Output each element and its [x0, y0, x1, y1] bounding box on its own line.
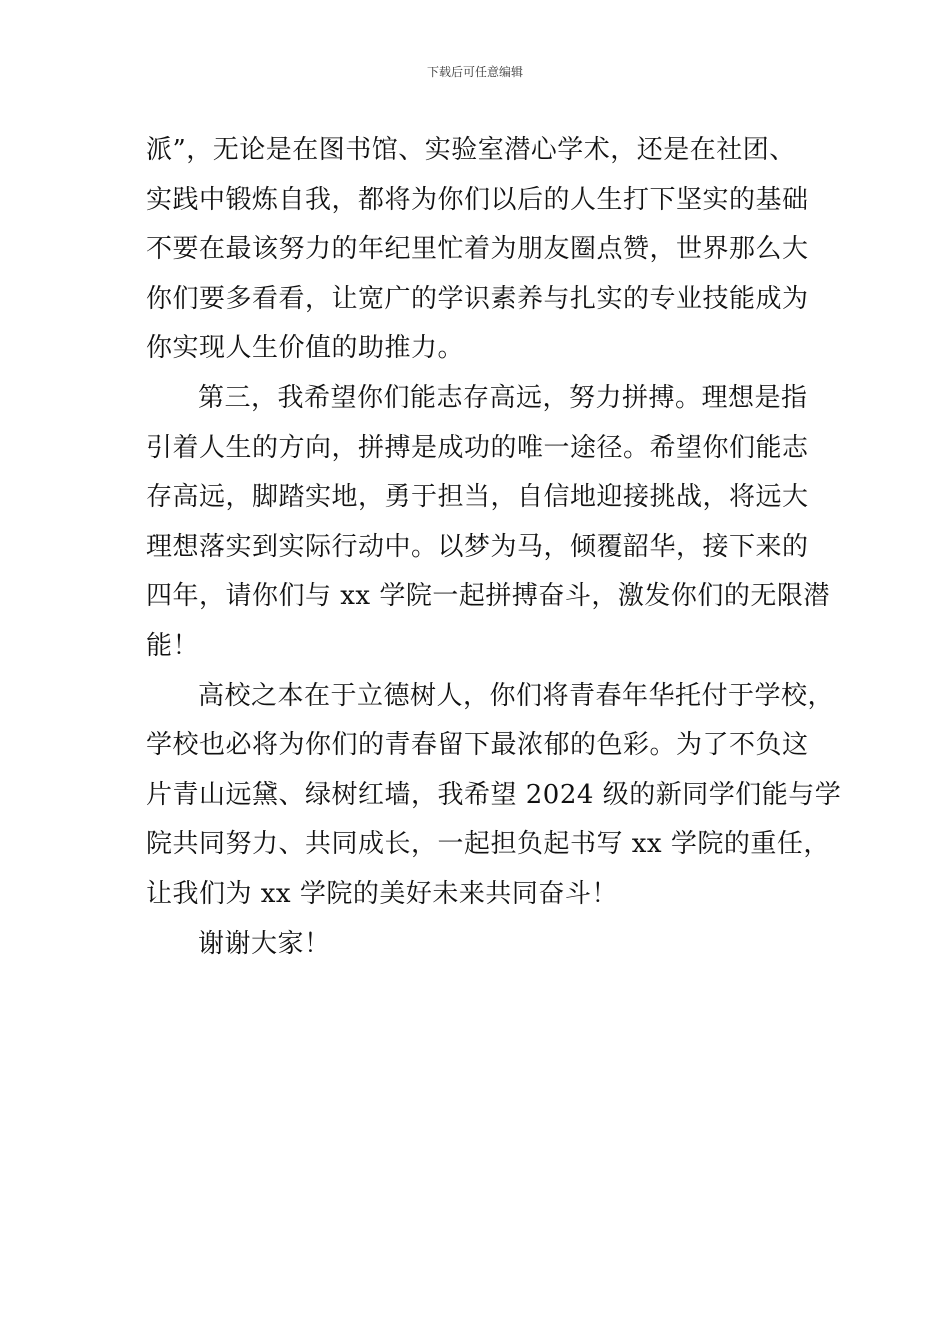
text-line-1: 派”，无论是在图书馆、实验室潜心学术，还是在社团、 — [146, 135, 796, 165]
text-line-8: 存高远，脚踏实地，勇于担当，自信地迎接挑战，将远大 — [146, 482, 809, 513]
document-body — [146, 126, 842, 969]
text-line-13: 学校也必将为你们的青春留下最浓郁的色彩。为了不负这 — [146, 730, 809, 761]
text-line-3: 不要在最该努力的年纪里忙着为朋友圈点赞，世界那么大 — [146, 234, 809, 265]
text-line-17: 谢谢大家！ — [198, 928, 331, 959]
text-line-2: 实践中锻炼自我，都将为你们以后的人生打下坚实的基础 — [146, 184, 809, 215]
page-header-note: 下载后可任意编辑 — [426, 65, 523, 79]
text-line-12: 高校之本在于立德树人，你们将青春年华托付于学校， — [198, 680, 835, 711]
text-line-4: 你们要多看看，让宽广的学识素养与扎实的专业技能成为 — [146, 283, 809, 314]
text-line-7: 引着人生的方向，拼搏是成功的唯一途径。希望你们能志 — [146, 432, 809, 463]
text-line-15: 院共同努力、共同成长，一起担负起书写 xx 学院的重任， — [146, 829, 830, 860]
text-line-11: 能！ — [146, 630, 200, 661]
text-line-6: 第三，我希望你们能志存高远，努力拼搏。理想是指 — [198, 382, 808, 413]
text-line-5: 你实现人生价值的助推力。 — [146, 333, 465, 364]
text-line-9: 理想落实到实际行动中。以梦为马，倾覆韶华，接下来的 — [146, 531, 809, 562]
text-line-10: 四年，请你们与 xx 学院一起拼搏奋斗，激发你们的无限潜 — [146, 581, 830, 612]
text-line-16: 让我们为 xx 学院的美好未来共同奋斗！ — [146, 878, 618, 909]
text-line-14: 片青山远黛、绿树红墙，我希望 2024 级的新同学们能与学 — [146, 779, 842, 810]
